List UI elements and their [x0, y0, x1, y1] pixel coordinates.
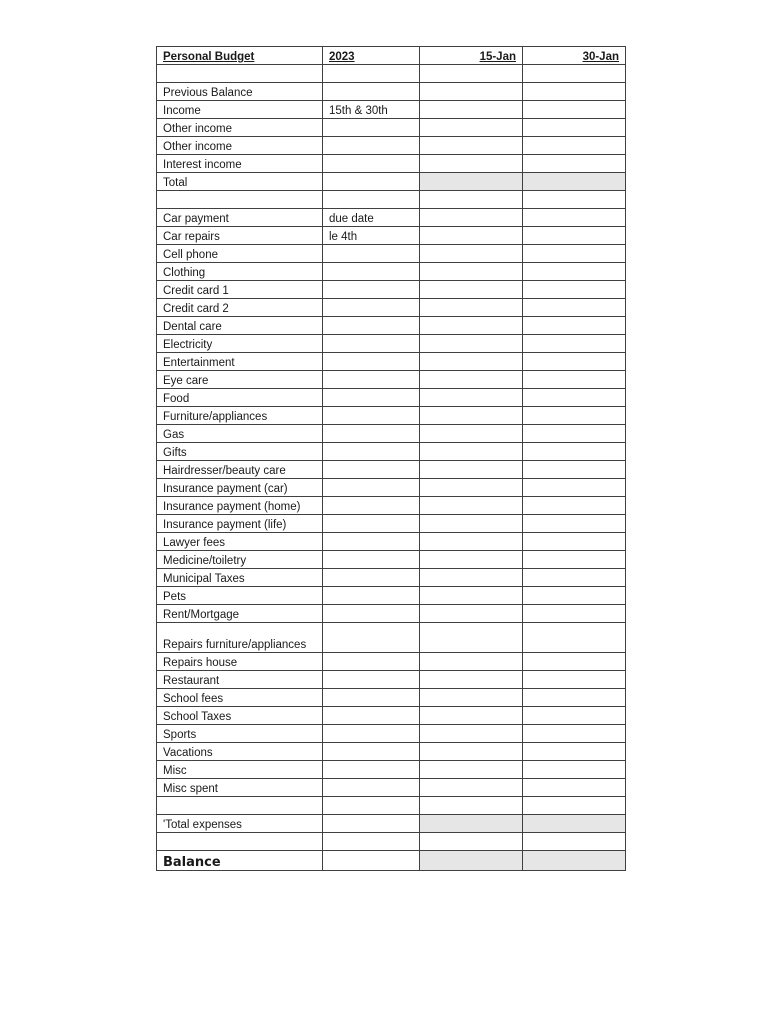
row-label: Rent/Mortgage — [157, 605, 323, 623]
period-1-cell[interactable] — [420, 551, 523, 569]
period-2-cell[interactable] — [523, 101, 626, 119]
row-label — [157, 797, 323, 815]
budget-row — [157, 227, 626, 245]
period-2-cell[interactable] — [523, 263, 626, 281]
budget-row — [157, 707, 626, 725]
row-label: Car repairs — [157, 227, 323, 245]
period-1-cell[interactable] — [420, 623, 523, 653]
row-label: Interest income — [157, 155, 323, 173]
row-label: Dental care — [157, 317, 323, 335]
row-note — [323, 137, 420, 155]
period-1-cell[interactable] — [420, 209, 523, 227]
budget-row — [157, 263, 626, 281]
row-label: Balance — [157, 851, 323, 871]
period-2-cell[interactable] — [523, 335, 626, 353]
budget-row — [157, 407, 626, 425]
period-2-header: 30-Jan — [523, 47, 626, 65]
period-1-cell[interactable] — [420, 407, 523, 425]
period-2-cell[interactable] — [523, 155, 626, 173]
budget-row — [157, 779, 626, 797]
row-note — [323, 497, 420, 515]
budget-row — [157, 815, 626, 833]
row-note — [323, 191, 420, 209]
row-note — [323, 515, 420, 533]
row-note — [323, 605, 420, 623]
period-2-cell[interactable] — [523, 389, 626, 407]
row-label — [157, 191, 323, 209]
budget-table — [156, 46, 626, 871]
period-2-cell[interactable] — [523, 551, 626, 569]
row-note — [323, 815, 420, 833]
period-2-cell[interactable] — [523, 605, 626, 623]
row-note — [323, 461, 420, 479]
budget-row — [157, 569, 626, 587]
period-2-cell[interactable] — [523, 65, 626, 83]
period-2-cell[interactable] — [523, 497, 626, 515]
period-1-header: 15-Jan — [420, 47, 523, 65]
row-label: Lawyer fees — [157, 533, 323, 551]
budget-row — [157, 605, 626, 623]
row-label: Vacations — [157, 743, 323, 761]
budget-row — [157, 533, 626, 551]
header-row — [157, 47, 626, 65]
period-2-cell[interactable] — [523, 725, 626, 743]
budget-row — [157, 725, 626, 743]
period-2-cell[interactable] — [523, 281, 626, 299]
row-note — [323, 83, 420, 101]
period-1-cell[interactable] — [420, 299, 523, 317]
row-note — [323, 653, 420, 671]
period-2-cell[interactable] — [523, 407, 626, 425]
budget-row — [157, 833, 626, 851]
row-label: Insurance payment (home) — [157, 497, 323, 515]
period-1-cell[interactable] — [420, 353, 523, 371]
row-label: Entertainment — [157, 353, 323, 371]
period-1-cell[interactable] — [420, 779, 523, 797]
row-note — [323, 173, 420, 191]
row-note — [323, 743, 420, 761]
budget-row — [157, 65, 626, 83]
period-2-cell[interactable] — [523, 479, 626, 497]
row-note — [323, 389, 420, 407]
row-label: Pets — [157, 587, 323, 605]
period-2-cell[interactable] — [523, 815, 626, 833]
row-note — [323, 155, 420, 173]
period-2-cell[interactable] — [523, 533, 626, 551]
period-1-cell[interactable] — [420, 119, 523, 137]
row-note: due date — [323, 209, 420, 227]
budget-row — [157, 371, 626, 389]
row-note — [323, 833, 420, 851]
period-2-cell[interactable] — [523, 761, 626, 779]
budget-table-body — [157, 47, 626, 871]
budget-row — [157, 83, 626, 101]
period-1-cell[interactable] — [420, 761, 523, 779]
period-1-cell[interactable] — [420, 587, 523, 605]
period-1-cell[interactable] — [420, 245, 523, 263]
row-note — [323, 851, 420, 871]
period-2-cell[interactable] — [523, 623, 626, 653]
period-1-cell[interactable] — [420, 515, 523, 533]
row-note — [323, 335, 420, 353]
row-label: Insurance payment (car) — [157, 479, 323, 497]
period-2-cell[interactable] — [523, 425, 626, 443]
period-2-cell[interactable] — [523, 743, 626, 761]
row-label — [157, 65, 323, 83]
period-1-cell[interactable] — [420, 443, 523, 461]
row-label: School Taxes — [157, 707, 323, 725]
row-label: Insurance payment (life) — [157, 515, 323, 533]
period-2-cell[interactable] — [523, 461, 626, 479]
period-1-cell[interactable] — [420, 281, 523, 299]
period-1-cell[interactable] — [420, 101, 523, 119]
row-label: Medicine/toiletry — [157, 551, 323, 569]
budget-row — [157, 281, 626, 299]
budget-row — [157, 653, 626, 671]
row-note — [323, 119, 420, 137]
row-label: Restaurant — [157, 671, 323, 689]
row-label — [157, 833, 323, 851]
period-2-cell[interactable] — [523, 587, 626, 605]
period-1-cell[interactable] — [420, 65, 523, 83]
period-1-cell[interactable] — [420, 479, 523, 497]
period-1-cell[interactable] — [420, 137, 523, 155]
period-2-cell[interactable] — [523, 707, 626, 725]
row-label: Eye care — [157, 371, 323, 389]
row-label: 'Total expenses — [157, 815, 323, 833]
period-1-cell[interactable] — [420, 155, 523, 173]
period-1-cell[interactable] — [420, 227, 523, 245]
budget-row — [157, 191, 626, 209]
row-label: Municipal Taxes — [157, 569, 323, 587]
row-label: Total — [157, 173, 323, 191]
balance-row — [157, 851, 626, 871]
period-2-cell[interactable] — [523, 317, 626, 335]
row-note — [323, 779, 420, 797]
budget-title: Personal Budget — [157, 47, 323, 65]
period-2-cell[interactable] — [523, 83, 626, 101]
row-label: Other income — [157, 119, 323, 137]
budget-row — [157, 515, 626, 533]
budget-row — [157, 797, 626, 815]
period-1-cell[interactable] — [420, 725, 523, 743]
row-label: Misc — [157, 761, 323, 779]
budget-row — [157, 497, 626, 515]
budget-row — [157, 479, 626, 497]
row-note — [323, 533, 420, 551]
row-label: Furniture/appliances — [157, 407, 323, 425]
period-1-cell[interactable] — [420, 533, 523, 551]
row-note — [323, 317, 420, 335]
row-note — [323, 623, 420, 653]
row-label: Gifts — [157, 443, 323, 461]
row-label: Credit card 2 — [157, 299, 323, 317]
period-1-cell[interactable] — [420, 335, 523, 353]
budget-row — [157, 209, 626, 227]
budget-row — [157, 119, 626, 137]
budget-row — [157, 743, 626, 761]
row-note — [323, 281, 420, 299]
row-label: Car payment — [157, 209, 323, 227]
row-note — [323, 479, 420, 497]
budget-row — [157, 245, 626, 263]
period-2-cell[interactable] — [523, 191, 626, 209]
row-note — [323, 245, 420, 263]
period-2-cell[interactable] — [523, 671, 626, 689]
period-2-cell[interactable] — [523, 515, 626, 533]
row-note — [323, 689, 420, 707]
period-2-cell[interactable] — [523, 689, 626, 707]
budget-row — [157, 173, 626, 191]
period-2-cell[interactable] — [523, 653, 626, 671]
budget-row — [157, 425, 626, 443]
row-note — [323, 263, 420, 281]
period-2-cell[interactable] — [523, 371, 626, 389]
row-note — [323, 587, 420, 605]
row-label: Cell phone — [157, 245, 323, 263]
budget-row — [157, 353, 626, 371]
row-note — [323, 371, 420, 389]
period-1-cell[interactable] — [420, 83, 523, 101]
period-2-cell[interactable] — [523, 797, 626, 815]
period-1-cell[interactable] — [420, 815, 523, 833]
row-label: Gas — [157, 425, 323, 443]
period-1-cell[interactable] — [420, 851, 523, 871]
row-note — [323, 425, 420, 443]
row-note — [323, 65, 420, 83]
row-label: Food — [157, 389, 323, 407]
period-2-cell[interactable] — [523, 779, 626, 797]
budget-row — [157, 761, 626, 779]
row-label: Hairdresser/beauty care — [157, 461, 323, 479]
row-label: Other income — [157, 137, 323, 155]
row-label: Credit card 1 — [157, 281, 323, 299]
row-label: Repairs house — [157, 653, 323, 671]
period-1-cell[interactable] — [420, 425, 523, 443]
period-1-cell[interactable] — [420, 707, 523, 725]
period-1-cell[interactable] — [420, 743, 523, 761]
period-2-cell[interactable] — [523, 119, 626, 137]
budget-row — [157, 155, 626, 173]
period-1-cell[interactable] — [420, 497, 523, 515]
row-note — [323, 725, 420, 743]
row-note — [323, 797, 420, 815]
budget-row — [157, 587, 626, 605]
row-label: Previous Balance — [157, 83, 323, 101]
row-note — [323, 761, 420, 779]
period-2-cell[interactable] — [523, 209, 626, 227]
budget-row — [157, 689, 626, 707]
row-label: School fees — [157, 689, 323, 707]
budget-row — [157, 101, 626, 119]
row-note — [323, 551, 420, 569]
budget-row — [157, 461, 626, 479]
period-2-cell[interactable] — [523, 173, 626, 191]
period-2-cell[interactable] — [523, 353, 626, 371]
budget-row — [157, 317, 626, 335]
period-1-cell[interactable] — [420, 833, 523, 851]
period-2-cell[interactable] — [523, 227, 626, 245]
row-note: 15th & 30th — [323, 101, 420, 119]
row-note — [323, 407, 420, 425]
budget-row — [157, 443, 626, 461]
period-2-cell[interactable] — [523, 443, 626, 461]
period-1-cell[interactable] — [420, 605, 523, 623]
row-note — [323, 353, 420, 371]
row-note — [323, 443, 420, 461]
period-1-cell[interactable] — [420, 569, 523, 587]
period-2-cell[interactable] — [523, 851, 626, 871]
period-1-cell[interactable] — [420, 389, 523, 407]
period-1-cell[interactable] — [420, 671, 523, 689]
period-2-cell[interactable] — [523, 245, 626, 263]
period-1-cell[interactable] — [420, 173, 523, 191]
budget-row — [157, 335, 626, 353]
period-1-cell[interactable] — [420, 461, 523, 479]
row-note — [323, 707, 420, 725]
period-1-cell[interactable] — [420, 191, 523, 209]
year-header: 2023 — [323, 47, 420, 65]
row-note — [323, 569, 420, 587]
period-2-cell[interactable] — [523, 569, 626, 587]
row-note — [323, 671, 420, 689]
budget-row — [157, 137, 626, 155]
row-label: Clothing — [157, 263, 323, 281]
budget-row — [157, 551, 626, 569]
row-label: Repairs furniture/appliances — [157, 623, 323, 653]
row-note: le 4th — [323, 227, 420, 245]
period-2-cell[interactable] — [523, 137, 626, 155]
budget-row — [157, 389, 626, 407]
period-1-cell[interactable] — [420, 797, 523, 815]
row-label: Electricity — [157, 335, 323, 353]
period-2-cell[interactable] — [523, 833, 626, 851]
period-1-cell[interactable] — [420, 263, 523, 281]
period-2-cell[interactable] — [523, 299, 626, 317]
budget-row — [157, 671, 626, 689]
budget-row — [157, 299, 626, 317]
budget-row — [157, 623, 626, 653]
period-1-cell[interactable] — [420, 317, 523, 335]
period-1-cell[interactable] — [420, 371, 523, 389]
row-label: Misc spent — [157, 779, 323, 797]
row-note — [323, 299, 420, 317]
row-label: Sports — [157, 725, 323, 743]
row-label: Income — [157, 101, 323, 119]
period-1-cell[interactable] — [420, 689, 523, 707]
period-1-cell[interactable] — [420, 653, 523, 671]
